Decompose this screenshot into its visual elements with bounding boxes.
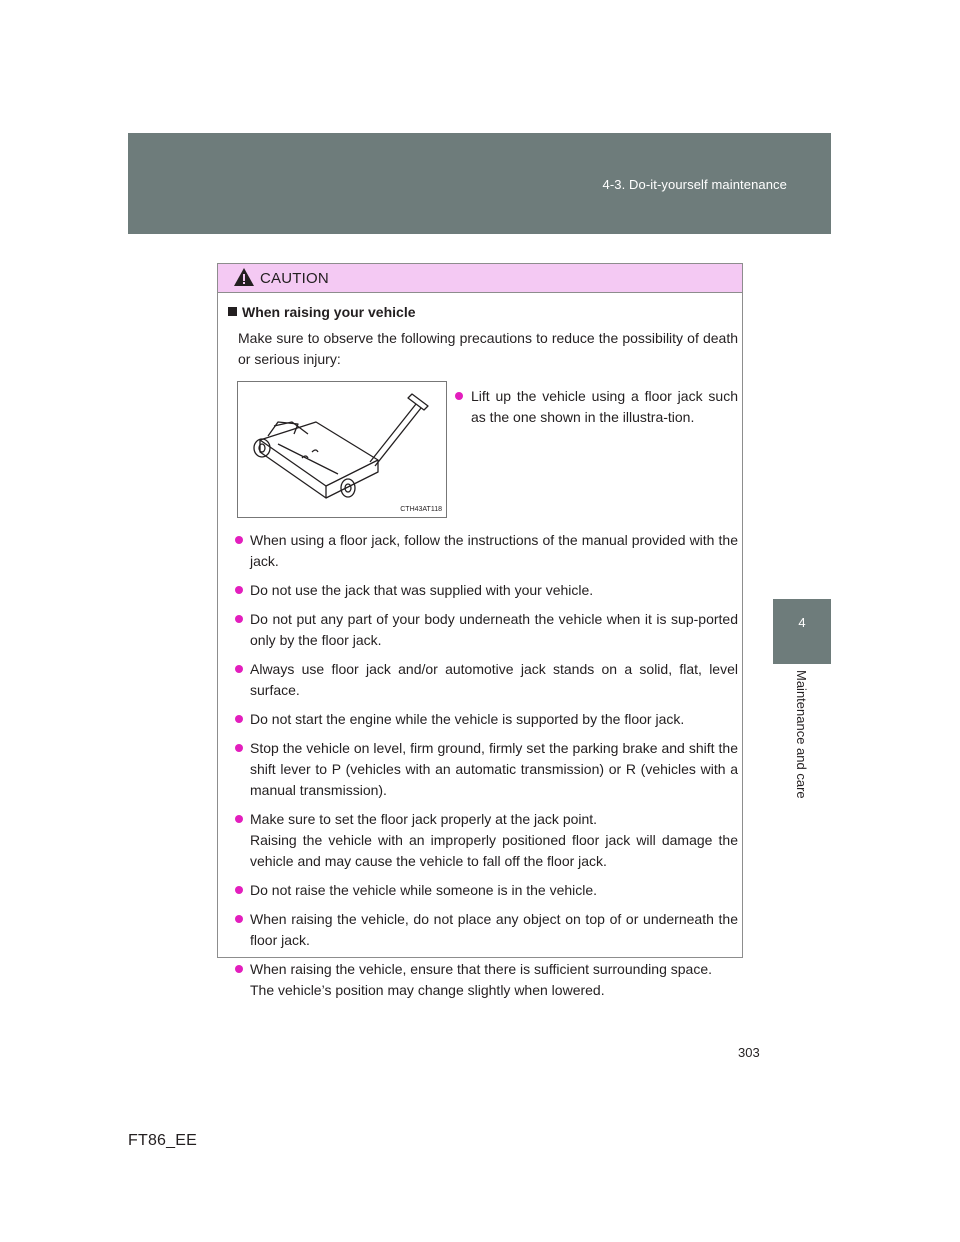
- list-item: Make sure to set the floor jack properly at the jack point. Raising the vehicle with an improperly positioned floor jack will damage the vehicle and may cause the vehicle to fall off the floor jack.: [238, 809, 738, 872]
- list-item: Do not use the jack that was supplied with your vehicle.: [238, 580, 738, 601]
- figure-bullet-text: Lift up the vehicle using a floor jack such as the one shown in the illustra-tion.: [471, 388, 738, 425]
- caution-header: [218, 264, 742, 293]
- header-band: [128, 133, 831, 234]
- bullet-dot-icon: [235, 536, 243, 544]
- bullet-dot-icon: [235, 886, 243, 894]
- bullet-dot-icon: [235, 744, 243, 752]
- floor-jack-icon: [238, 382, 446, 517]
- caution-bullet-list: [238, 530, 738, 1009]
- chapter-tab: [773, 599, 831, 664]
- bullet-dot-icon: [235, 665, 243, 673]
- list-item: Do not raise the vehicle while someone is in the vehicle.: [238, 880, 738, 901]
- bullet-dot-icon: [235, 586, 243, 594]
- figure-bullet: [455, 386, 738, 428]
- bullet-dot-icon: [235, 915, 243, 923]
- section-title: 4-3. Do-it-yourself maintenance: [602, 177, 787, 192]
- caution-heading: [228, 304, 416, 320]
- floor-jack-illustration: [237, 381, 447, 518]
- list-item: When raising the vehicle, do not place any object on top of or underneath the floor jack.: [238, 909, 738, 951]
- document-code: FT86_EE: [128, 1132, 197, 1149]
- caution-box: [217, 263, 743, 998]
- warning-triangle-icon: [233, 267, 255, 287]
- list-item: Do not put any part of your body underneath the vehicle when it is sup-ported only by the floor jack.: [238, 609, 738, 651]
- list-item: Always use floor jack and/or automotive jack stands on a solid, flat, level surface.: [238, 659, 738, 701]
- list-item: When raising the vehicle, ensure that there is sufficient surrounding space. The vehicle’s position may change slightly when lowered.: [238, 959, 738, 1001]
- bullet-dot-icon: [235, 965, 243, 973]
- caution-title: CAUTION: [260, 270, 329, 287]
- page-number: 303: [738, 1045, 760, 1060]
- figure-code: CTH43AT118: [400, 506, 442, 513]
- caution-intro: Make sure to observe the following precautions to reduce the possibility of death or serious injury:: [238, 330, 738, 367]
- list-item: Do not start the engine while the vehicle is supported by the floor jack.: [238, 709, 738, 730]
- chapter-number: 4: [798, 615, 806, 630]
- caution-heading-text: When raising your vehicle: [242, 304, 416, 320]
- chapter-label-tab: [773, 664, 831, 914]
- list-item: Stop the vehicle on level, firm ground, firmly set the parking brake and shift the shift lever to P (vehicles with an automatic transmission) or R (vehicles with a manual transmission).: [238, 738, 738, 801]
- bullet-dot-icon: [455, 392, 463, 400]
- bullet-dot-icon: [235, 615, 243, 623]
- list-item: When using a floor jack, follow the instructions of the manual provided with the jack.: [238, 530, 738, 572]
- bullet-dot-icon: [235, 815, 243, 823]
- chapter-label: Maintenance and care: [794, 670, 809, 799]
- bullet-dot-icon: [235, 715, 243, 723]
- square-bullet-icon: [228, 307, 237, 316]
